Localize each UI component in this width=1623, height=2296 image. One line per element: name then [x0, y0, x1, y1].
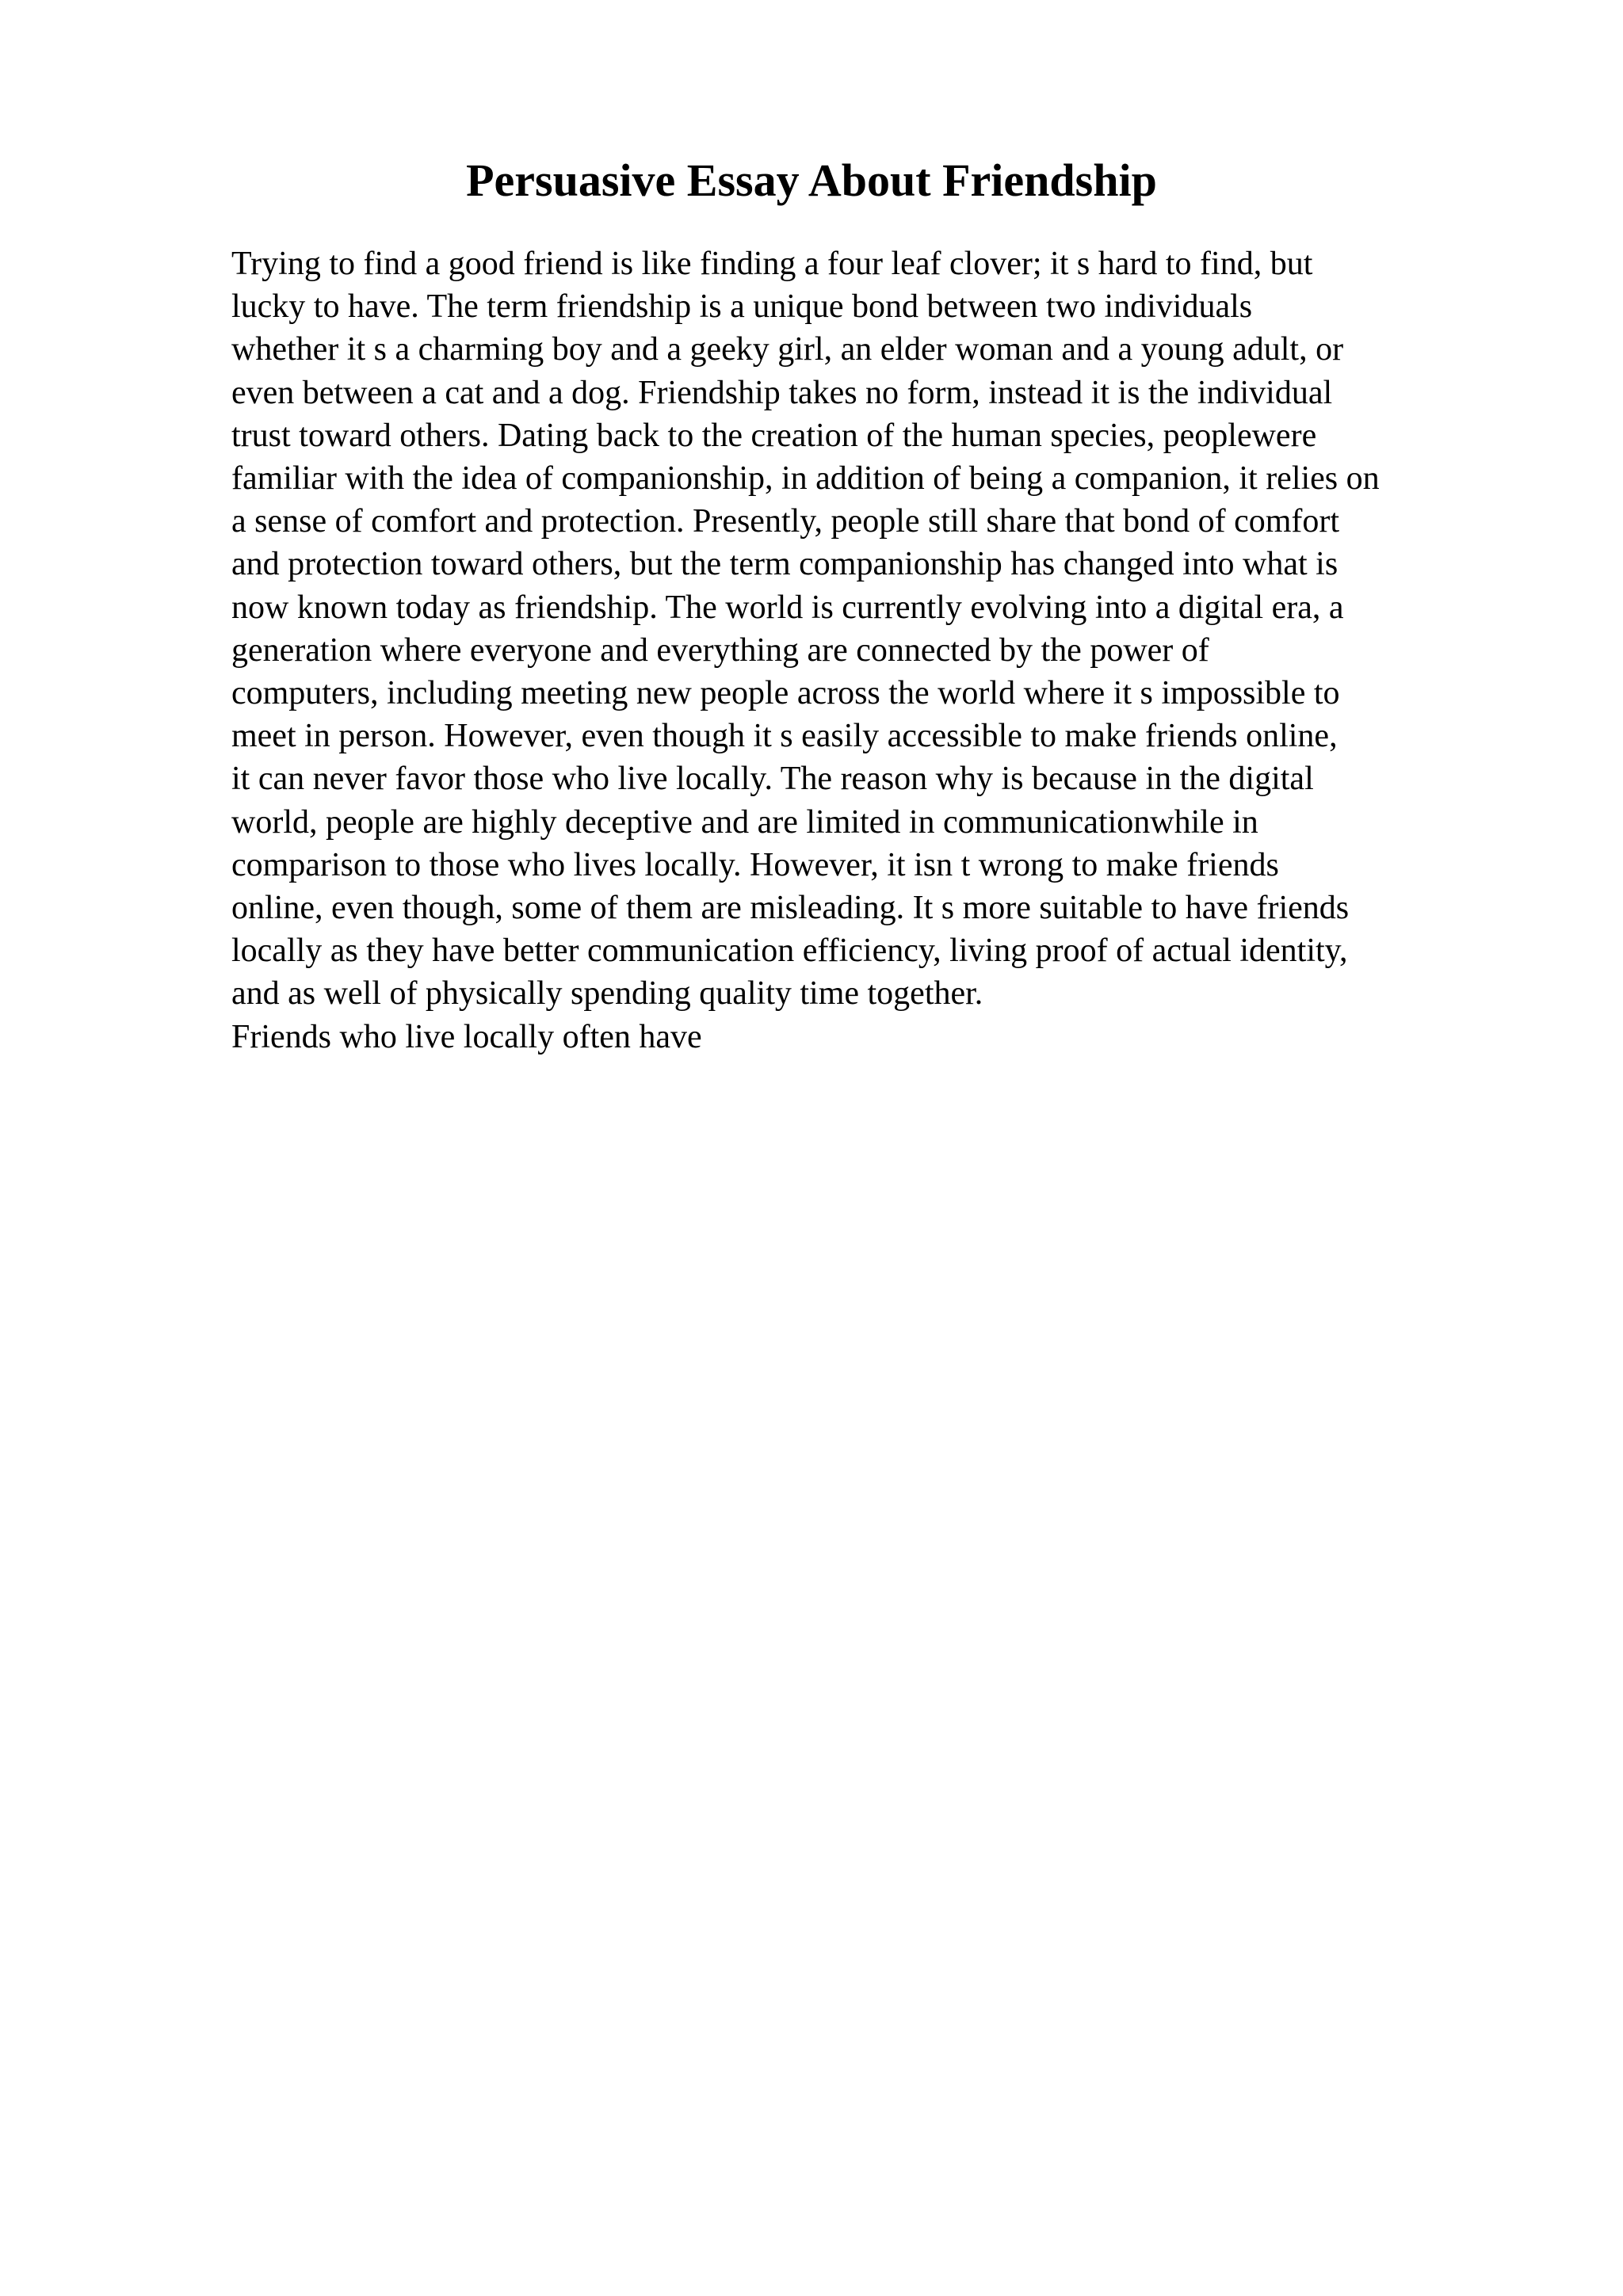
essay-line: trust toward others. Dating back to the creation of the human species, peoplewere [231, 417, 1317, 454]
essay-line: Trying to find a good friend is like finding a four leaf clover; it s hard to find, but [231, 246, 1313, 282]
essay-line: locally as they have better communication efficiency, living proof of actual identity, [231, 933, 1348, 970]
essay-line: it can never favor those who live locally. The reason why is because in the digital [231, 761, 1314, 798]
essay-line: meet in person. However, even though it s easily accessible to make friends online, [231, 718, 1338, 755]
essay-body [231, 242, 1579, 1058]
essay-line: world, people are highly deceptive and are limited in communicationwhile in [231, 803, 1258, 841]
essay-line: Friends who live locally often have [231, 1018, 702, 1055]
essay-line: a sense of comfort and protection. Presently, people still share that bond of comfort [231, 503, 1340, 540]
essay-line: and as well of physically spending quality time together. [231, 975, 983, 1013]
essay-line: familiar with the idea of companionship, in addition of being a companion, it relies on [231, 460, 1380, 498]
essay-line: now known today as friendship. The world is currently evolving into a digital era, a [231, 589, 1344, 626]
essay-line: generation where everyone and everything are connected by the power of [231, 631, 1209, 669]
essay-line: and protection toward others, but the term companionship has changed into what is [231, 546, 1338, 583]
essay-title: Persuasive Essay About Friendship [466, 154, 1157, 206]
essay-line: computers, including meeting new people across the world where it s impossible to [231, 675, 1340, 712]
essay-line: online, even though, some of them are misleading. It s more suitable to have friends [231, 890, 1350, 927]
essay-line: lucky to have. The term friendship is a unique bond between two individuals [231, 288, 1253, 326]
essay-line: whether it s a charming boy and a geeky girl, an elder woman and a young adult, or [231, 331, 1344, 368]
essay-line: comparison to those who lives locally. However, it isn t wrong to make friends [231, 846, 1279, 883]
essay-line: even between a cat and a dog. Friendship takes no form, instead it is the individual [231, 374, 1333, 411]
